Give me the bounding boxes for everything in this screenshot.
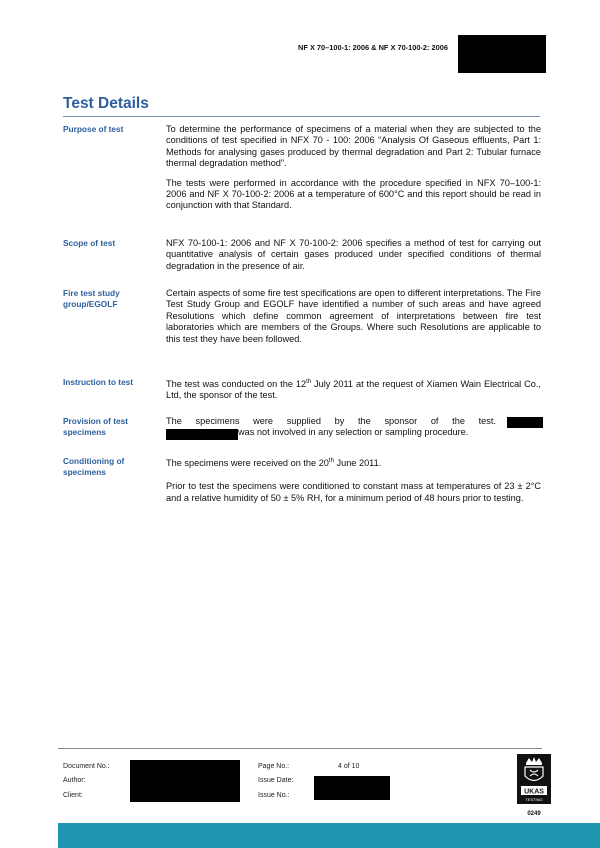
paragraph: To determine the performance of specimens of a material when they are subjected to the conditions of test specified in NFX 70 - 100: 2006 “Analysis Of Gaseous effluents, Part 1: Methods for analysing gases produced by thermal degradation and Part 2: Tubular furnace thermal degradation method”.: [166, 124, 541, 169]
section-body: [166, 456, 541, 512]
footer-divider: [58, 748, 542, 749]
section-label: Fire test study group/EGOLF: [63, 288, 120, 309]
section-body: [166, 124, 541, 220]
paragraph: Prior to test the specimens were conditioned to constant mass at temperatures of 23 ± 2°C and a relative humidity of 50 ± 5% RH, for a minimum period of 48 hours prior to testing.: [166, 481, 541, 503]
section-label: Scope of test: [63, 238, 116, 248]
superscript: th: [328, 458, 334, 464]
section-label: Conditioning of specimens: [63, 456, 125, 477]
section-body: [166, 377, 541, 410]
ukas-logo: [517, 754, 551, 816]
text-run: The test was conducted on the 12: [166, 379, 307, 390]
text-run: was not involved in any selection or sampling procedure.: [238, 427, 469, 438]
text-run: July 2011 at the request of Xiamen Wain Electrical Co., Ltd, the sponsor of the test.: [166, 379, 541, 401]
footer-color-bar: [58, 823, 600, 848]
redacted-footer-field: [130, 760, 240, 802]
header-standard: NF X 70–100-1: 2006 & NF X 70-100-2: 2006: [298, 43, 448, 52]
provision-line-1: [166, 416, 541, 427]
footer-client-label: Client:: [63, 792, 83, 799]
text-run: The specimens were supplied by the sponsor of the test.: [166, 416, 496, 426]
ukas-text: UKAS: [524, 788, 544, 796]
paragraph: [166, 377, 541, 402]
redacted-logo: [458, 35, 546, 73]
section-label: Purpose of test: [63, 124, 124, 134]
paragraph: Certain aspects of some fire test specifications are open to different interpretations. The Fire Test Study Group and EGOLF have identified a number of such areas and have agreed Resolutions which define common agreement of interpretations between fire test laboratories which are members of the Groups. Where such Resolutions are applicable to this test they have been followed.: [166, 288, 541, 344]
footer-document-no-label: Document No.:: [63, 763, 110, 770]
footer-page-no-value: 4 of 10: [338, 763, 360, 770]
section-label: Provision of test specimens: [63, 416, 129, 437]
footer-page-no-label: Page No.:: [258, 763, 290, 770]
text-run: June 2011.: [333, 458, 382, 469]
page-title: Test Details: [63, 95, 149, 112]
paragraph: NFX 70-100-1: 2006 and NF X 70-100-2: 2006 specifies a method of test for carrying out quantitative analysis of certain gases produced under specified conditions of thermal degradation in the presence of air.: [166, 238, 541, 271]
ukas-number: 0249: [527, 811, 541, 817]
superscript: th: [306, 379, 312, 385]
title-divider: [63, 116, 540, 117]
section-body: [166, 238, 541, 280]
footer-author-label: Author:: [63, 777, 86, 784]
ukas-subtext: TESTING: [525, 797, 543, 802]
text-run: The specimens were received on the 20: [166, 458, 329, 469]
footer-issue-no-label: Issue No.:: [258, 792, 290, 799]
ukas-crown-icon: [517, 754, 551, 804]
paragraph: The tests were performed in accordance with the procedure specified in NFX 70–100-1: 2006 and NF X 70-100-2: 2006 at a temperature of 600°C and this report should be read in conjunction with that Standard.: [166, 177, 541, 211]
redacted-text: [507, 417, 543, 428]
section-body: [166, 288, 541, 353]
paragraph: [166, 456, 541, 469]
footer-issue-date-label: Issue Date:: [258, 777, 294, 784]
section-label: Instruction to test: [63, 377, 134, 387]
redacted-footer-field: [314, 776, 390, 800]
redacted-text: [166, 429, 238, 440]
